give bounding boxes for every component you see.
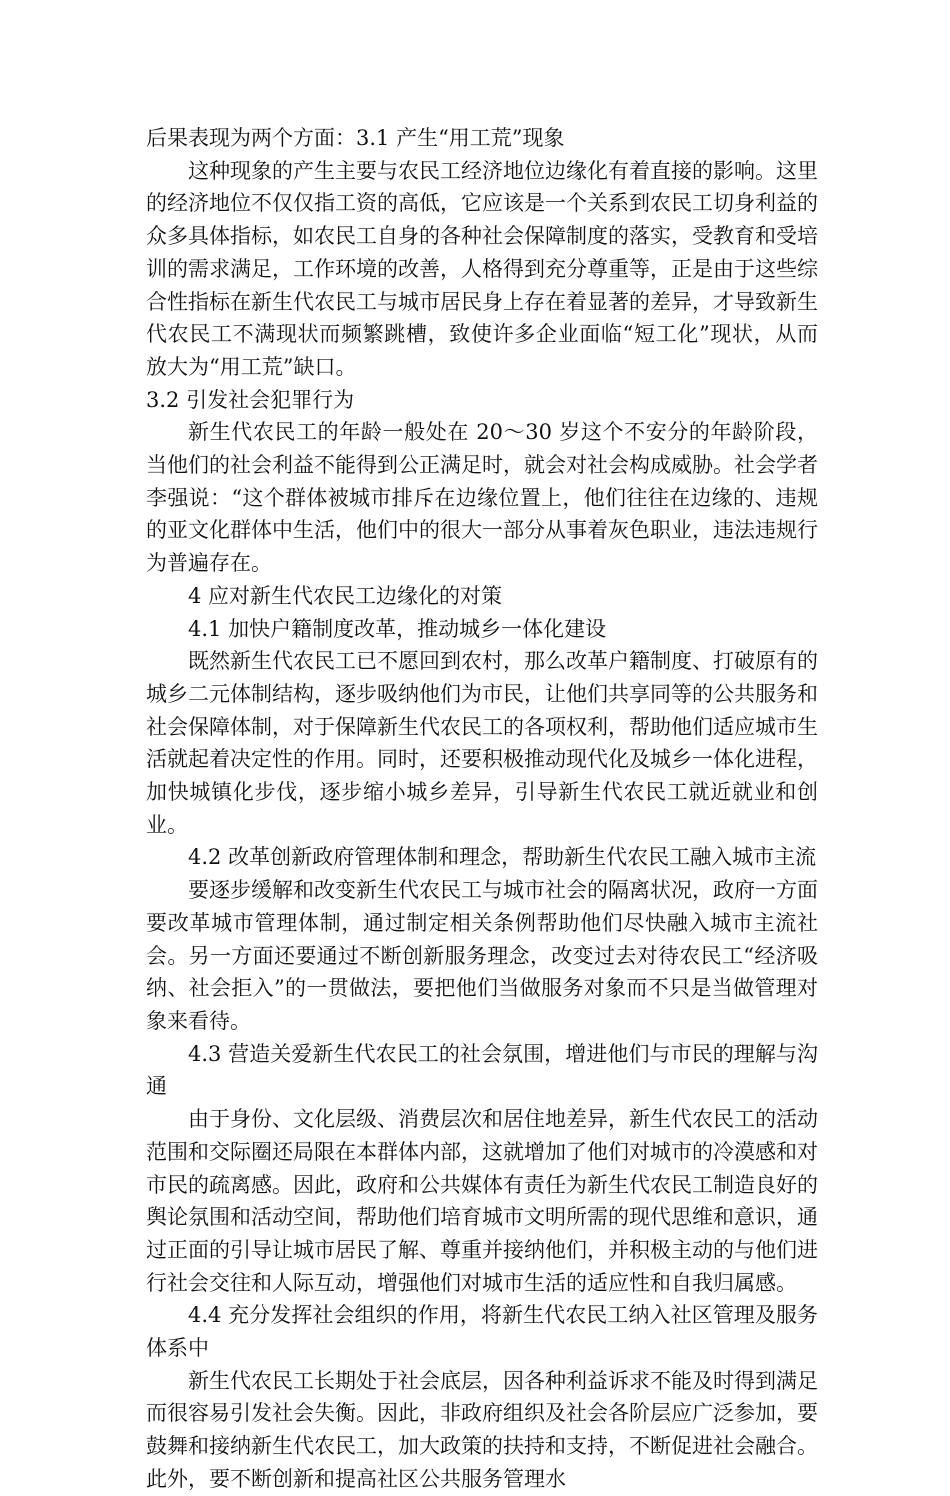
heading-4-1: 4.1 加快户籍制度改革，推动城乡一体化建设 [188, 616, 607, 641]
heading-3-2: 3.2 引发社会犯罪行为 [146, 387, 355, 412]
paragraph-consequences-intro: 后果表现为两个方面：3.1 产生“用工荒”现象 [146, 126, 565, 150]
heading-4-3: 4.3 营造关爱新生代农民工的社会氛围，增进他们与市民的理解与沟通 [146, 1041, 818, 1099]
heading-4-2: 4.2 改革创新政府管理体制和理念，帮助新生代农民工融入城市主流 [188, 845, 817, 870]
heading-4: 4 应对新生代农民工边缘化的对策 [188, 583, 503, 608]
paragraph-social-organizations: 新生代农民工长期处于社会底层，因各种利益诉求不能及时得到满足而很容易引发社会失衡。因此，非政府组织及社会各阶层应广泛参加，要鼓舞和接纳新生代农民工，加大政策的扶持和支持，不断促进社会融合。此外，要不断创新和提高社区公共服务管理水 [146, 1368, 818, 1491]
paragraph-crime: 新生代农民工的年龄一般处在 20～30 岁这个不安分的年龄阶段，当他们的社会利益不能得到公正满足时，就会对社会构成威胁。社会学者李强说：“这个群体被城市排斥在边缘位置上，他们往往在边缘的、违规的亚文化群体中生活，他们中的很大一部分从事着灰色职业，违法违规行为普遍存在。 [146, 420, 818, 576]
heading-4-4: 4.4 充分发挥社会组织的作用，将新生代农民工纳入社区管理及服务体系中 [146, 1303, 818, 1361]
paragraph-government-reform: 要逐步缓解和改变新生代农民工与城市社会的隔离状况，政府一方面要改革城市管理体制，通过制定相关条例帮助他们尽快融入城市主流社会。另一方面还要通过不断创新服务理念，改变过去对待农民工“经济吸纳、社会拒入”的一贯做法，要把他们当做服务对象而不只是当做管理对象来看待。 [146, 878, 818, 1033]
paragraph-social-atmosphere: 由于身份、文化层级、消费层次和居住地差异，新生代农民工的活动范围和交际圈还局限在本群体内部，这就增加了他们对城市的冷漠感和对市民的疏离感。因此，政府和公共媒体有责任为新生代农民工制造良好的舆论氛围和活动空间，帮助他们培育城市文明所需的现代思维和意识，通过正面的引导让城市居民了解、尊重并接纳他们，并积极主动的与他们进行社会交往和人际互动，增强他们对城市生活的适应性和自我归属感。 [146, 1107, 818, 1295]
paragraph-household-reform: 既然新生代农民工已不愿回到农村，那么改革户籍制度、打破原有的城乡二元体制结构，逐步吸纳他们为市民，让他们共享同等的公共服务和社会保障体制，对于保障新生代农民工的各项权利，帮助他们适应城市生活就起着决定性的作用。同时，还要积极推动现代化及城乡一体化进程，加快城镇化步伐，逐步缩小城乡差异，引导新生代农民工就近就业和创业。 [146, 649, 818, 837]
document-body [146, 122, 818, 1496]
paragraph-labor-shortage: 这种现象的产生主要与农民工经济地位边缘化有着直接的影响。这里的经济地位不仅仅指工资的高低，它应该是一个关系到农民工切身利益的众多具体指标，如农民工自身的各种社会保障制度的落实，受教育和受培训的需求满足，工作环境的改善，人格得到充分尊重等，正是由于这些综合性指标在新生代农民工与城市居民身上存在着显著的差异，才导致新生代农民工不满现状而频繁跳槽，致使许多企业面临“短工化”现状，从而放大为“用工荒”缺口。 [146, 158, 818, 379]
